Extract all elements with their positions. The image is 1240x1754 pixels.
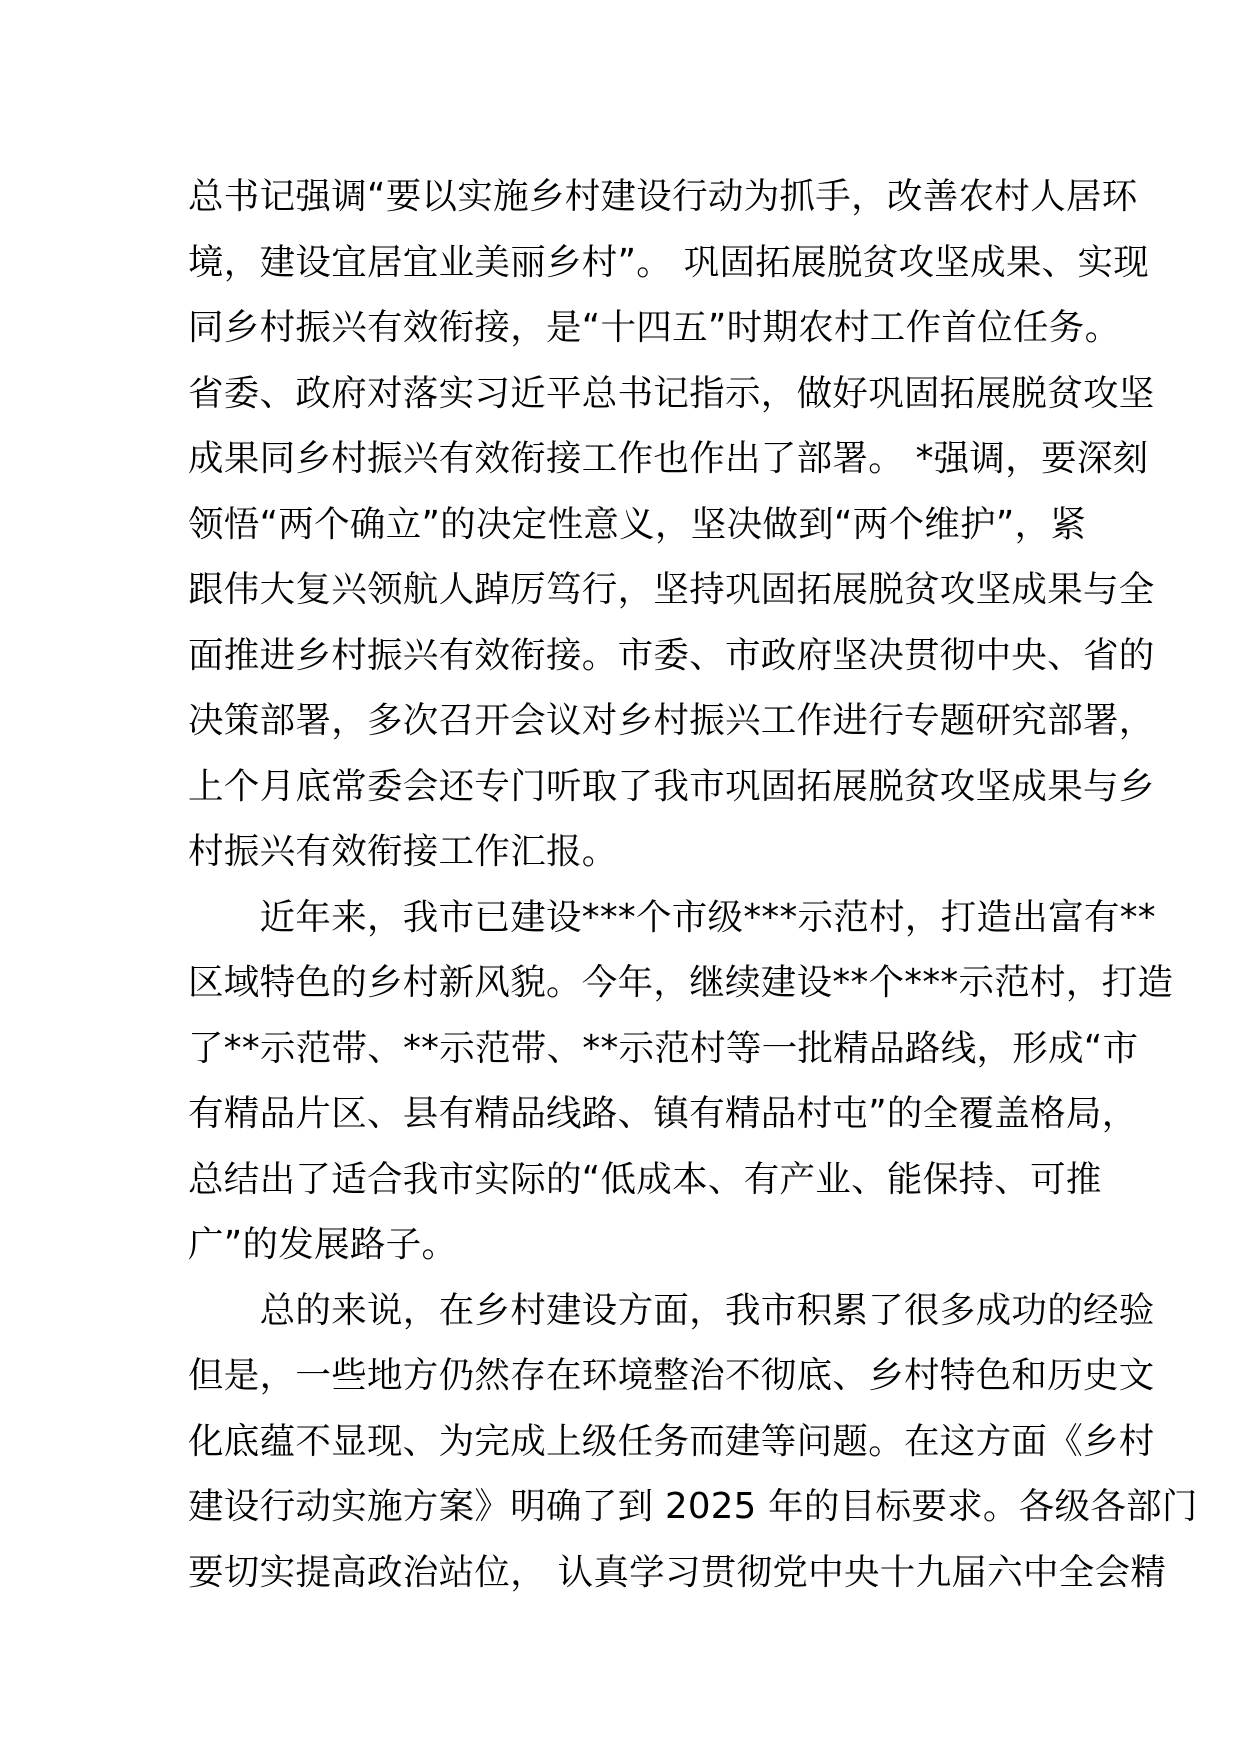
text-line: 领悟“两个确立”的决定性意义，坚决做到“两个维护”，紧 [188, 503, 1087, 545]
text-line: 近年来，我市已建设***个市级***示范村，打造出富有** [188, 896, 1156, 938]
text-line: 面推进乡村振兴有效衔接。市委、市政府坚决贯彻中央、省的 [188, 634, 1155, 676]
text-line: 但是，一些地方仍然存在环境整治不彻底、乡村特色和历史文 [188, 1355, 1155, 1396]
text-line: 成果同乡村振兴有效衔接工作也作出了部署。 *强调，要深刻 [188, 438, 1149, 479]
text-line: 建设行动实施方案》明确了到 2025 年的目标要求。各级各部门 [188, 1486, 1198, 1527]
text-line: 上个月底常委会还专门听取了我市巩固拓展脱贫攻坚成果与乡 [188, 765, 1155, 807]
text-line: 总结出了适合我市实际的“低成本、有产业、能保持、可推 [188, 1158, 1102, 1200]
text-line: 总书记强调“要以实施乡村建设行动为抓手，改善农村人居环 [188, 176, 1138, 217]
text-line: 省委、政府对落实习近平总书记指示，做好巩固拓展脱贫攻坚 [188, 372, 1155, 414]
text-line: 同乡村振兴有效衔接，是“十四五”时期农村工作首位任务。 [188, 307, 1121, 348]
text-line: 要切实提高政治站位， 认真学习贯彻党中央十九届六中全会精 [188, 1551, 1167, 1593]
paragraph-1 [188, 164, 1155, 885]
text-line: 跟伟大复兴领航人踔厉笃行，坚持巩固拓展脱贫攻坚成果与全 [188, 569, 1155, 610]
paragraph-2 [188, 885, 1174, 1278]
text-line: 村振兴有效衔接工作汇报。 [188, 831, 618, 872]
text-line: 了**示范带、**示范带、**示范村等一批精品路线，形成“市 [188, 1027, 1139, 1069]
text-line: 区域特色的乡村新风貌。今年，继续建设**个***示范村，打造 [188, 962, 1174, 1003]
text-line: 化底蕴不显现、为完成上级任务而建等问题。在这方面《乡村 [188, 1420, 1155, 1462]
body-text [188, 164, 1198, 1605]
text-line: 总的来说，在乡村建设方面，我市积累了很多成功的经验 [188, 1289, 1155, 1331]
text-line: 决策部署，多次召开会议对乡村振兴工作进行专题研究部署， [188, 700, 1155, 741]
paragraph-3 [188, 1278, 1198, 1606]
text-line: 境，建设宜居宜业美丽乡村”。 巩固拓展脱贫攻坚成果、实现 [188, 241, 1150, 283]
text-line: 有精品片区、县有精品线路、镇有精品村屯”的全覆盖格局， [188, 1093, 1138, 1134]
text-line: 广”的发展路子。 [188, 1224, 458, 1265]
